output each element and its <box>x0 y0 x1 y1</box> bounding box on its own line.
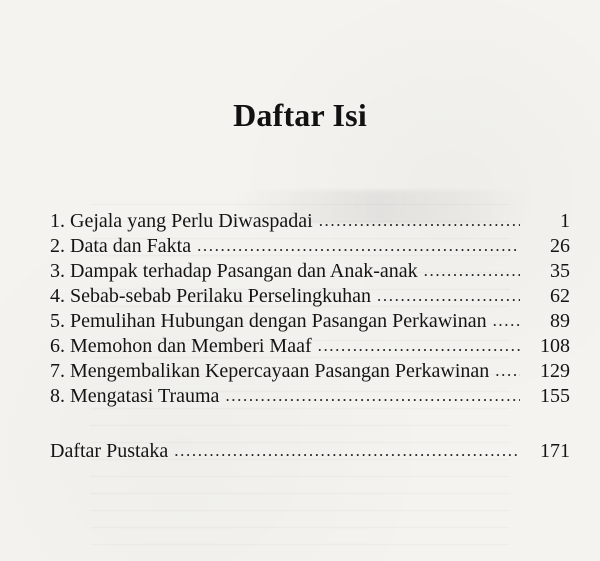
dot-leader <box>197 237 520 255</box>
toc-entry-title: 1. Gejala yang Perlu Diwaspadai <box>50 210 313 232</box>
toc-page-number: 26 <box>550 235 570 257</box>
toc-page-number: 108 <box>540 335 570 357</box>
toc-page-number: 129 <box>540 360 570 382</box>
toc-entry-title: 2. Data dan Fakta <box>50 235 192 257</box>
dot-leader <box>319 212 520 230</box>
toc-page-number: 1 <box>560 210 570 232</box>
toc-entry-title: 6. Memohon dan Memberi Maaf <box>50 335 312 357</box>
bibliography-title: Daftar Pustaka <box>50 440 169 462</box>
page-title: Daftar Isi <box>233 97 367 134</box>
dot-leader <box>495 362 520 380</box>
toc-page-number: 89 <box>550 310 570 332</box>
dot-leader <box>174 442 520 460</box>
bibliography-page-number: 171 <box>540 440 570 462</box>
dot-leader <box>225 387 520 405</box>
toc-entry-title: 3. Dampak terhadap Pasangan dan Anak-anak <box>50 260 418 282</box>
toc-entry-title: 8. Mengatasi Trauma <box>50 385 220 407</box>
toc-page-number: 35 <box>550 260 570 282</box>
toc-entry-title: 5. Pemulihan Hubungan dengan Pasangan Perkawinan <box>50 310 487 332</box>
toc-entry-title: 4. Sebab-sebab Perilaku Perselingkuhan <box>50 285 372 307</box>
toc-entry-title: 7. Mengembalikan Kepercayaan Pasangan Perkawinan <box>50 360 490 382</box>
dot-leader <box>318 337 520 355</box>
toc-page-number: 155 <box>540 385 570 407</box>
dot-leader <box>424 262 520 280</box>
dot-leader <box>493 312 520 330</box>
toc-page-number: 62 <box>550 285 570 307</box>
dot-leader <box>377 287 520 305</box>
bibliography-entry <box>50 439 570 469</box>
toc-entry <box>50 384 570 414</box>
